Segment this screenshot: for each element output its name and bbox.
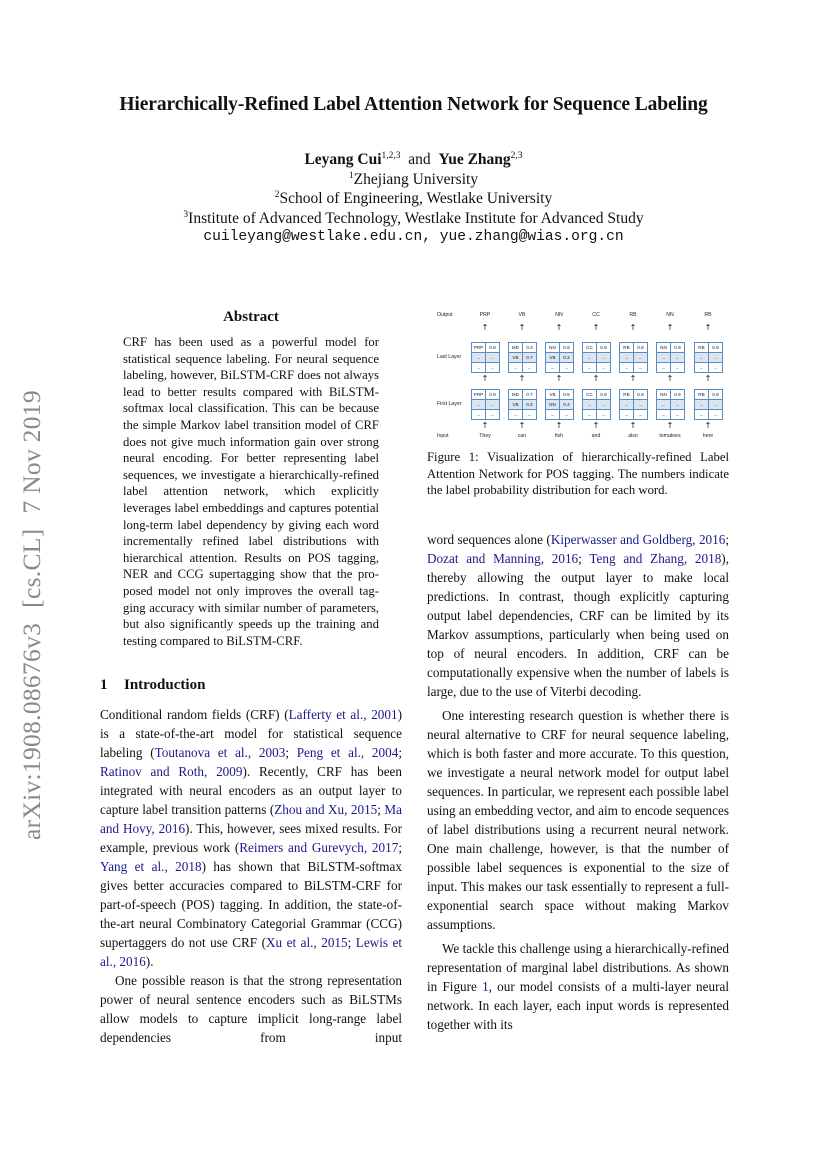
label-distribution-row (509, 400, 536, 410)
figure-1-caption: Figure 1: Visualization of hierarchically-refined Label Attention Network for POS tagging. The numbers indicate the label probability distribution for each word. (427, 450, 729, 498)
probability-cell: 0.2 (526, 402, 533, 407)
first-layer-distribution-box (582, 389, 611, 420)
probability-cell: ... (638, 365, 643, 370)
probability-cell: 0.9 (712, 392, 719, 397)
pos-label-cell: VB (546, 390, 560, 399)
probability-cell: 0.9 (674, 345, 681, 350)
output-tag: PRP (479, 312, 491, 318)
citation-link[interactable]: Lewis et al., 2016 (100, 935, 402, 969)
probability-cell: 0.3 (526, 345, 533, 350)
probability-cell: 0.7 (526, 355, 533, 360)
last-layer-distribution-box (656, 342, 685, 373)
label-distribution-row (583, 410, 610, 419)
paragraph-intro-3 (427, 706, 729, 934)
pos-label-cell: ... (657, 400, 671, 409)
section-title: Introduction (124, 677, 206, 693)
input-word: also (628, 433, 638, 439)
paragraph-intro-1 (100, 705, 402, 971)
pos-label-cell: VB (546, 353, 560, 362)
probability-cell: ... (601, 402, 606, 407)
author-emails: cuileyang@westlake.edu.cn, yue.zhang@wias.org.cn (203, 229, 624, 245)
label-distribution-row (620, 410, 647, 419)
paragraph-text: ; (347, 935, 356, 950)
pos-label-cell: ... (620, 353, 634, 362)
pos-label-cell: RB (695, 343, 709, 352)
pos-label-cell: NN (546, 400, 560, 409)
probability-cell: ... (564, 365, 569, 370)
section-heading (100, 677, 205, 694)
left-column-body (100, 705, 402, 1047)
paragraph-intro-2-cont (427, 530, 729, 701)
paragraph-text: ; (285, 745, 297, 760)
last-layer-distribution-box (694, 342, 723, 373)
probability-cell: 0.9 (600, 345, 607, 350)
probability-cell: 0.7 (526, 392, 533, 397)
pos-label-cell: ... (657, 363, 671, 372)
paragraph-text: ). (145, 954, 154, 969)
probability-cell: 0.2 (563, 355, 570, 360)
label-distribution-row (546, 410, 573, 419)
abstract-text: CRF has been used as a powerful model for statistical sequence labeling. For neural sequence labeling, however, BiLSTM-CRF does not always lead to better results compared with BiLSTM-softmax local classification. This can be because the simple Markov label transition model of CRF does not give much information gain over strong neural encoding. For better representing label sequences, we investigate a hierarchically-refined label attention network, which explicitly leverages label embeddings and captures potential long-term label dependency by giving each word incrementally refined label distributions with hierarchical attention. Results on POS tagging, NER and CCG supertagging show that the proposed model not only improves the overall tagging accuracy with similar number of parameters, but also significantly speeds up the training and testing compared to BiLSTM-CRF. (123, 335, 379, 648)
right-column-body (427, 530, 729, 1034)
label-distribution-row (620, 390, 647, 400)
pos-label-cell: ... (509, 410, 523, 419)
pos-label-cell: ... (472, 410, 486, 419)
paragraph-text: , our model consists of a multi-layer neural network. In each layer, each input words is represented together with its (427, 979, 729, 1032)
figure-row-label-input: Input (437, 433, 449, 439)
citation-link[interactable]: Ratinov and Roth, 2009 (100, 764, 243, 779)
affiliation (0, 209, 827, 229)
figure-1 (427, 305, 729, 445)
pos-label-cell: ... (472, 400, 486, 409)
input-word: fish (554, 433, 564, 439)
output-tag: RB (629, 312, 637, 318)
paragraph-text: One interesting research question is whether there is neural alternative to CRF for neural sequence labeling, which is both faster and more accurate. To this question, we investigate a neural network model for output label sequences. In particular, we represent each possible label using an embedding vector, and aim to encode sequences of label distributions using a recurrent neural network. One main challenge, however, is that the number of possible label sequences is exponential to the size of input. This makes our task essentially to represent a full-exponential search space without making Markov assumptions. (427, 708, 729, 932)
pos-label-cell: ... (657, 353, 671, 362)
pos-label-cell: ... (472, 363, 486, 372)
pos-label-cell: RB (620, 343, 634, 352)
probability-cell: ... (601, 355, 606, 360)
label-distribution-row (546, 400, 573, 410)
pos-label-cell: ... (583, 400, 597, 409)
label-distribution-row (472, 400, 499, 410)
paragraph-text: ; (725, 532, 729, 547)
label-distribution-row (657, 343, 684, 353)
probability-cell: 0.9 (637, 345, 644, 350)
label-distribution-row (472, 353, 499, 363)
label-distribution-row (546, 390, 573, 400)
citation-link[interactable]: Lafferty et al., 2001 (288, 707, 398, 722)
citation-link[interactable]: Zhou and Xu, 2015 (274, 802, 378, 817)
label-distribution-row (620, 363, 647, 372)
first-layer-distribution-box (508, 389, 537, 420)
pos-label-cell: ... (583, 363, 597, 372)
output-tag: VB (518, 312, 526, 318)
affiliation-text: Zhejiang University (353, 170, 479, 188)
arrow-up-icon: ↑ (518, 323, 526, 332)
label-distribution-row (620, 343, 647, 353)
probability-cell: ... (490, 365, 495, 370)
paragraph-text: ). Recently, CRF has been integrated with neural encoders as an output layer to capture label transition patterns ( (100, 764, 402, 817)
pos-label-cell: ... (695, 410, 709, 419)
citation-link[interactable]: Kiperwasser and Goldberg, 2016 (550, 532, 726, 547)
citation-link[interactable]: 1 (482, 979, 489, 994)
label-distribution-row (620, 400, 647, 410)
arxiv-id: arXiv:1908.08676v3 (17, 622, 46, 840)
arrow-up-icon: ↑ (704, 421, 712, 430)
paragraph-intro-2-start (100, 971, 402, 1047)
label-distribution-row (509, 410, 536, 419)
arrow-up-icon: ↑ (704, 323, 712, 332)
label-distribution-row (509, 353, 536, 363)
probability-cell: 0.8 (563, 345, 570, 350)
probability-cell: ... (490, 402, 495, 407)
label-distribution-row (472, 363, 499, 372)
label-distribution-row (583, 400, 610, 410)
citation-link[interactable]: Peng et al., 2004 (296, 745, 399, 760)
label-distribution-row (509, 363, 536, 372)
label-distribution-row (695, 363, 722, 372)
citation-link[interactable]: Xu et al., 2015 (266, 935, 348, 950)
pos-label-cell: CC (583, 343, 597, 352)
probability-cell: ... (675, 412, 680, 417)
paragraph-text: ) has shown that BiLSTM-softmax gives better accuracies compared to BiLSTM-CRF for part-of-speech (POS) tagging. In addition, the state-of-the-art neural Combinatory Categorial Grammar (CCG) supertaggers do not use CRF ( (100, 859, 402, 950)
pos-label-cell: ... (509, 363, 523, 372)
pos-label-cell: NN (657, 343, 671, 352)
input-word: They (479, 433, 491, 439)
arrow-up-icon: ↑ (666, 374, 674, 383)
label-distribution-row (583, 390, 610, 400)
author-name: Yue Zhang (438, 151, 511, 168)
last-layer-distribution-box (545, 342, 574, 373)
input-word: tomatoes (659, 433, 681, 439)
probability-cell: 0.9 (489, 345, 496, 350)
probability-cell: ... (638, 355, 643, 360)
pos-label-cell: MD (509, 343, 523, 352)
author-block (0, 150, 827, 248)
probability-cell: ... (675, 355, 680, 360)
arrow-up-icon: ↑ (666, 323, 674, 332)
affiliation-text: Institute of Advanced Technology, Westlake Institute for Advanced Study (188, 209, 644, 227)
probability-cell: ... (638, 402, 643, 407)
probability-cell: ... (527, 365, 532, 370)
citation-link[interactable]: Dozat and Manning, 2016 (427, 551, 579, 566)
label-distribution-row (657, 410, 684, 419)
probability-cell: ... (713, 355, 718, 360)
label-distribution-row (695, 410, 722, 419)
label-distribution-row (657, 363, 684, 372)
pos-label-cell: ... (546, 363, 560, 372)
first-layer-distribution-box (471, 389, 500, 420)
pos-label-cell: PRP (472, 343, 486, 352)
arrow-up-icon: ↑ (629, 323, 637, 332)
author-affiliation-marks: 2,3 (510, 151, 523, 161)
probability-cell: ... (527, 412, 532, 417)
probability-cell: ... (713, 365, 718, 370)
label-distribution-row (620, 353, 647, 363)
affiliation (0, 189, 827, 209)
probability-cell: ... (675, 402, 680, 407)
paragraph-text: ; (578, 551, 590, 566)
probability-cell: 0.9 (674, 392, 681, 397)
arrow-up-icon: ↑ (592, 323, 600, 332)
paragraph-text: Conditional random fields (CRF) ( (100, 707, 289, 722)
arxiv-category: [cs.CL] (17, 528, 46, 608)
paragraph-text: ), thereby allowing the output layer to make local predictions. In contrast, though explicitly capturing output label dependencies, CRF can be limited by its Markov assumptions, particularly when being used on top of neural encoders. In addition, CRF can be computationally expensive when the number of labels is large, due to the use of Viterbi decoding. (427, 551, 729, 699)
probability-cell: ... (564, 412, 569, 417)
first-layer-distribution-box (694, 389, 723, 420)
arrow-up-icon: ↑ (555, 323, 563, 332)
arrow-up-icon: ↑ (704, 374, 712, 383)
input-word: can (517, 433, 527, 439)
paragraph-text: One possible reason is that the strong representation power of neural sentence encoders such as BiLSTMs allow models to capture implicit long-range label dependencies from input (100, 973, 402, 1045)
label-distribution-row (472, 390, 499, 400)
pos-label-cell: NN (546, 343, 560, 352)
pos-label-cell: ... (472, 353, 486, 362)
arrow-up-icon: ↑ (518, 421, 526, 430)
probability-cell: ... (675, 365, 680, 370)
paragraph-text: ; (377, 802, 385, 817)
author-name: Leyang Cui (304, 151, 382, 168)
citation-link[interactable]: Yang et al., 2018 (100, 859, 202, 874)
probability-cell: 0.9 (600, 392, 607, 397)
output-tag: CC (592, 312, 600, 318)
label-distribution-row (657, 390, 684, 400)
paper-title: Hierarchically-Refined Label Attention Network for Sequence Labeling (119, 94, 708, 115)
output-tag: NN (666, 312, 674, 318)
label-distribution-row (695, 390, 722, 400)
paragraph-text: word sequences alone ( (427, 532, 551, 547)
pos-label-cell: VB (509, 353, 523, 362)
author-affiliation-marks: 1,2,3 (381, 151, 401, 161)
probability-cell: 0.4 (563, 402, 570, 407)
probability-cell: ... (713, 412, 718, 417)
label-distribution-row (657, 400, 684, 410)
pos-label-cell: RB (620, 390, 634, 399)
probability-cell: 0.9 (489, 392, 496, 397)
output-tag: RB (704, 312, 712, 318)
arrow-up-icon: ↑ (629, 421, 637, 430)
arrow-up-icon: ↑ (481, 323, 489, 332)
output-tag: NN (555, 312, 563, 318)
affiliation-mark: 1 (348, 170, 354, 181)
last-layer-distribution-box (471, 342, 500, 373)
abstract-heading: Abstract (223, 309, 279, 325)
paragraph-text: ) is a state-of-the-art model for statistical sequence labeling ( (100, 707, 402, 760)
probability-cell: 0.9 (637, 392, 644, 397)
citation-link[interactable]: Ma and Hovy, 2016 (100, 802, 402, 836)
figure-row-label-output: Output (437, 312, 453, 318)
label-distribution-row (546, 353, 573, 363)
label-distribution-row (546, 363, 573, 372)
last-layer-distribution-box (508, 342, 537, 373)
last-layer-distribution-box (582, 342, 611, 373)
first-layer-distribution-box (619, 389, 648, 420)
arrow-up-icon: ↑ (666, 421, 674, 430)
last-layer-distribution-box (619, 342, 648, 373)
label-distribution-row (695, 400, 722, 410)
first-layer-distribution-box (545, 389, 574, 420)
pos-label-cell: ... (695, 400, 709, 409)
probability-cell: 0.5 (563, 392, 570, 397)
citation-link[interactable]: Reimers and Gurevych, 2017 (239, 840, 399, 855)
arrow-up-icon: ↑ (481, 421, 489, 430)
arrow-up-icon: ↑ (629, 374, 637, 383)
probability-cell: ... (490, 355, 495, 360)
first-layer-distribution-box (656, 389, 685, 420)
pos-label-cell: ... (583, 410, 597, 419)
probability-cell: 0.9 (712, 345, 719, 350)
arrow-up-icon: ↑ (592, 374, 600, 383)
arrow-up-icon: ↑ (555, 374, 563, 383)
arrow-up-icon: ↑ (592, 421, 600, 430)
section-number: 1 (100, 677, 108, 693)
label-distribution-row (583, 353, 610, 363)
probability-cell: ... (601, 412, 606, 417)
figure-row-label-first-layer: First Layer (437, 401, 462, 407)
probability-cell: ... (490, 412, 495, 417)
pos-label-cell: MD (509, 390, 523, 399)
affiliation-mark: 3 (183, 209, 189, 220)
paragraph-text: ; (398, 840, 402, 855)
arrow-up-icon: ↑ (518, 374, 526, 383)
pos-label-cell: ... (695, 363, 709, 372)
citation-link[interactable]: Toutanova et al., 2003 (154, 745, 286, 760)
pos-label-cell: ... (583, 353, 597, 362)
pos-label-cell: ... (695, 353, 709, 362)
pos-label-cell: VB (509, 400, 523, 409)
author-line (0, 150, 827, 170)
arxiv-stamp (17, 375, 47, 840)
pos-label-cell: ... (620, 363, 634, 372)
affiliation-mark: 2 (274, 190, 280, 200)
input-word: here (702, 433, 714, 439)
pos-label-cell: ... (620, 410, 634, 419)
label-distribution-row (695, 343, 722, 353)
affiliation (0, 170, 827, 190)
pos-label-cell: PRP (472, 390, 486, 399)
probability-cell: ... (713, 402, 718, 407)
arrow-up-icon: ↑ (555, 421, 563, 430)
label-distribution-row (472, 410, 499, 419)
label-distribution-row (472, 343, 499, 353)
arrow-up-icon: ↑ (481, 374, 489, 383)
paragraph-intro-4 (427, 939, 729, 1034)
label-distribution-row (583, 363, 610, 372)
label-distribution-row (546, 343, 573, 353)
citation-link[interactable]: Teng and Zhang, 2018 (589, 551, 722, 566)
pos-label-cell: ... (657, 410, 671, 419)
pos-label-cell: NN (657, 390, 671, 399)
affiliation-text: School of Engineering, Westlake University (279, 190, 553, 207)
label-distribution-row (583, 343, 610, 353)
paragraph-text: We tackle this challenge using a hierarchically-refined representation of marginal label distributions. As shown in Figure (427, 941, 729, 994)
paragraph-text: ). This, however, sees mixed results. For example, previous work ( (100, 821, 403, 855)
paragraph-text: ; (398, 745, 402, 760)
pos-label-cell: ... (620, 400, 634, 409)
arxiv-date: 7 Nov 2019 (17, 390, 46, 514)
author-joiner: and (408, 151, 431, 168)
pos-label-cell: ... (546, 410, 560, 419)
pos-label-cell: RB (695, 390, 709, 399)
figure-row-label-last-layer: Last Layer (437, 354, 462, 360)
probability-cell: ... (601, 365, 606, 370)
label-distribution-row (657, 353, 684, 363)
label-distribution-row (695, 353, 722, 363)
input-word: and (591, 433, 601, 439)
pos-label-cell: CC (583, 390, 597, 399)
label-distribution-row (509, 390, 536, 400)
label-distribution-row (509, 343, 536, 353)
probability-cell: ... (638, 412, 643, 417)
